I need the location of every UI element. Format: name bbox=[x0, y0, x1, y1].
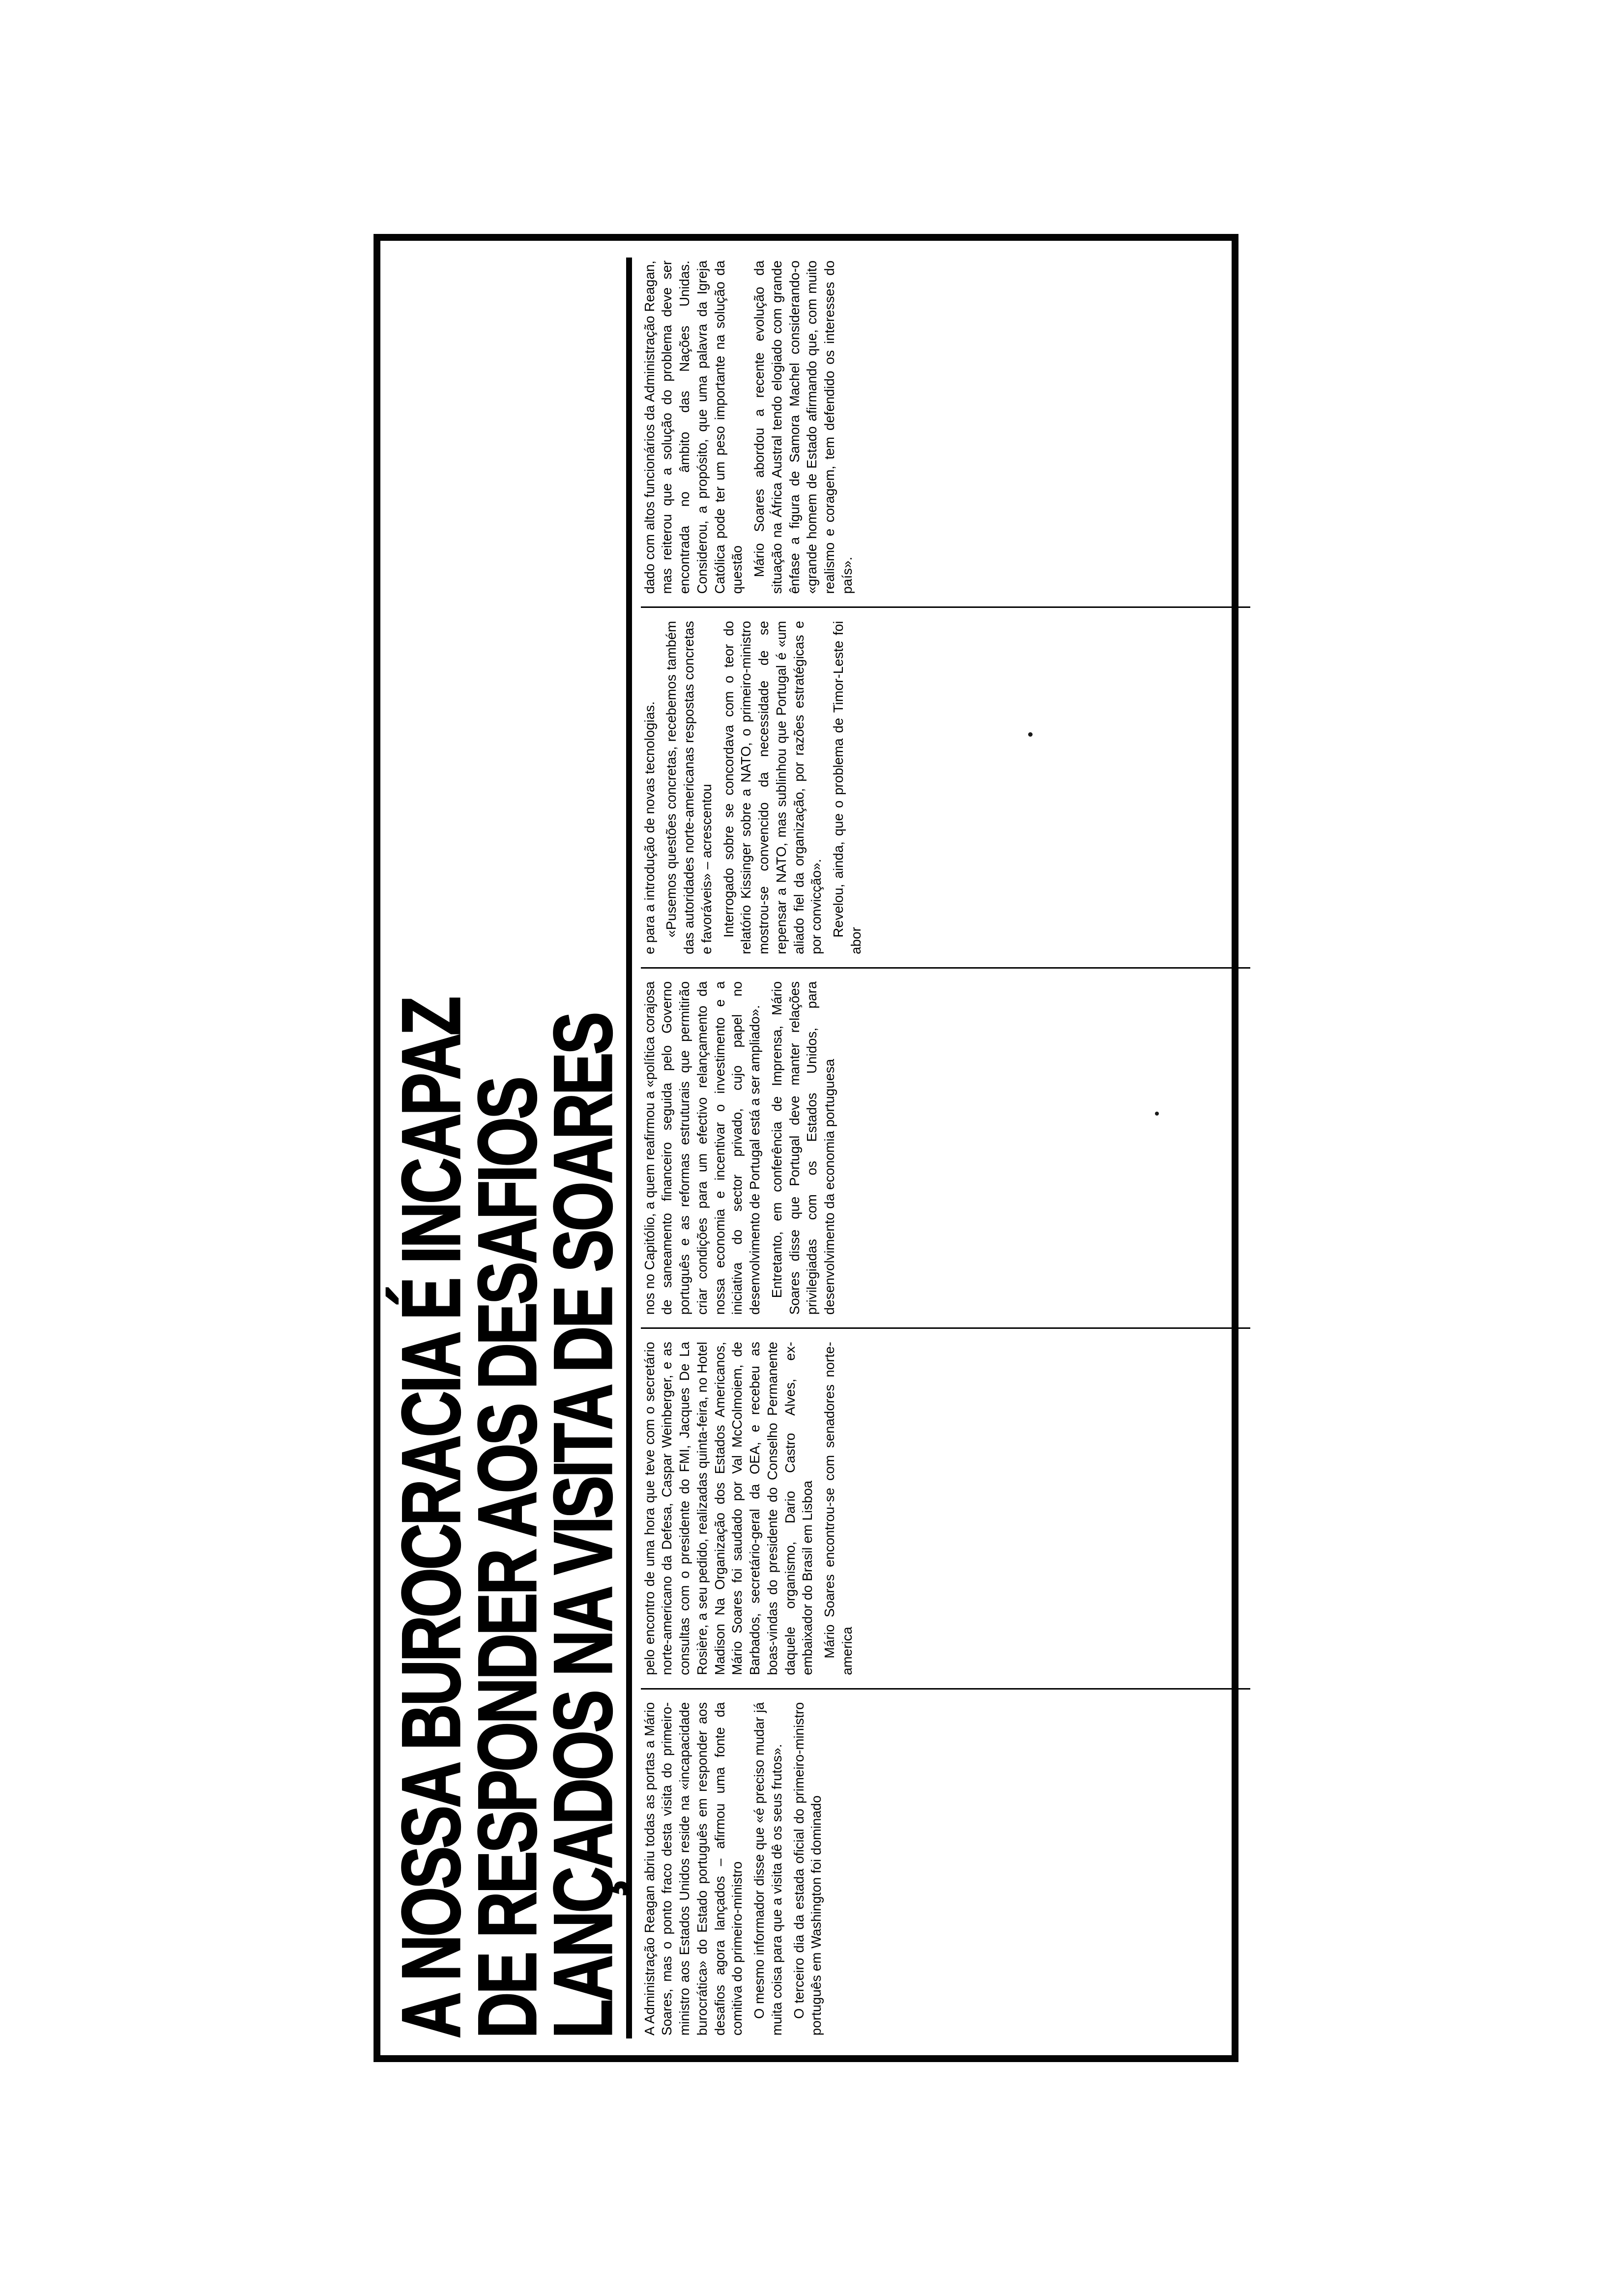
paragraph: Mário Soares encontrou-se com senadores norte-america bbox=[822, 1342, 855, 1675]
article-column-2 bbox=[641, 1327, 1250, 1688]
paragraph: dado com altos funcionários da Administração Reagan, mas reiterou que a solução do problema deve ser encontrada no âmbito das Nações Unidas. Considerou, a propósito, que uma palavra da Igreja Católica pode ter um peso importante na solução da questão bbox=[641, 260, 745, 594]
paragraph: nos no Capitólio, a quem reafirmou a «política corajosa de saneamento financeiro seguida pelo Governo português e as reformas estruturais que permitirão criar condições para um efectivo relançamento da nossa economia e incentivar o investimento e a iniciativa do sector privado, cujo papel no desenvolvimento de Portugal está a ser ampliado». bbox=[641, 981, 763, 1315]
headline-line-2: DE RESPONDER AOS DESAFIOS bbox=[461, 1078, 553, 2038]
headline-line-3: LANÇADOS NA VISITA DE SOARES bbox=[537, 1014, 630, 2038]
newspaper-clipping-wrapper bbox=[374, 234, 1238, 2062]
paragraph: Revelou, ainda, que o problema de Timor-Leste foi abor bbox=[831, 621, 864, 954]
article-columns bbox=[641, 258, 1250, 2038]
paragraph: O terceiro dia da estada oficial do primeiro-ministro português em Washington foi dominado bbox=[791, 1702, 824, 2036]
paragraph: e para a introdução de novas tecnologias. bbox=[641, 701, 657, 954]
article-column-4 bbox=[641, 606, 1250, 967]
article-column-5 bbox=[641, 258, 1250, 606]
headline-line-1: A NOSSA BUROCRACIA É INCAPAZ bbox=[385, 998, 477, 2038]
article-column-1 bbox=[641, 1688, 1250, 2038]
paragraph: Entretanto, em conferência de Imprensa, Mário Soares disse que Portugal deve manter relações privilegiadas com os Estados Unidos, para desenvolvimento da economia portuguesa bbox=[769, 981, 837, 1315]
paragraph: «Pusemos questões concretas, recebemos também das autoridades norte-americanas respostas concretas e favoráveis» – acrescentou bbox=[663, 621, 714, 954]
article-column-3 bbox=[641, 967, 1250, 1327]
paragraph: O mesmo informador disse que «é preciso mudar já muita coisa para que a visita dê os seus frutos». bbox=[751, 1702, 784, 2036]
scan-speck bbox=[1028, 732, 1033, 737]
paragraph: Mário Soares abordou a recente evolução da situação na África Austral tendo elogiado com grande ênfase a figura de Samora Machel considerando-o «grande homem de Estado afirmando que, com muito realismo e coragem, tem defendido os interesses do país». bbox=[751, 260, 855, 594]
page-title bbox=[385, 258, 632, 2038]
newspaper-clipping bbox=[374, 234, 1238, 2062]
paragraph: Interrogado sobre se concordava com o teor do relatório Kissinger sobre a NATO, o primeiro-ministro mostrou-se convencido da necessidade de se repensar a NATO, mas sublinhou que Portugal é «um aliado fiel da organização, por razões estratégicas e por convicção». bbox=[720, 621, 824, 954]
paragraph: A Administração Reagan abriu todas as portas a Mário Soares, mas o ponto fraco desta visita do primeiro-ministro aos Estados Unidos reside na «incapacidade burocrática» do Estado português em responder aos desafios agora lançados – afirmou uma fonte da comitiva do primeiro-ministro bbox=[641, 1702, 745, 2036]
paragraph: pelo encontro de uma hora que teve com o secretário norte-americano da Defesa, Caspar Weinberger, e as consultas com o presidente do FMI, Jacques De La Rosière, a seu pedido, realizadas quinta-feira, no Hotel Madison Na Organização dos Estados Americanos, Mário Soares foi saudado por Val McColmoiem, de Barbados, secretário-geral da OEA, e recebeu as boas-vindas do presidente do Conselho Permanente daquele organismo, Dario Castro Alves, ex-embaixador do Brasil em Lisboa bbox=[641, 1342, 815, 1675]
scan-speck bbox=[1155, 1112, 1159, 1116]
